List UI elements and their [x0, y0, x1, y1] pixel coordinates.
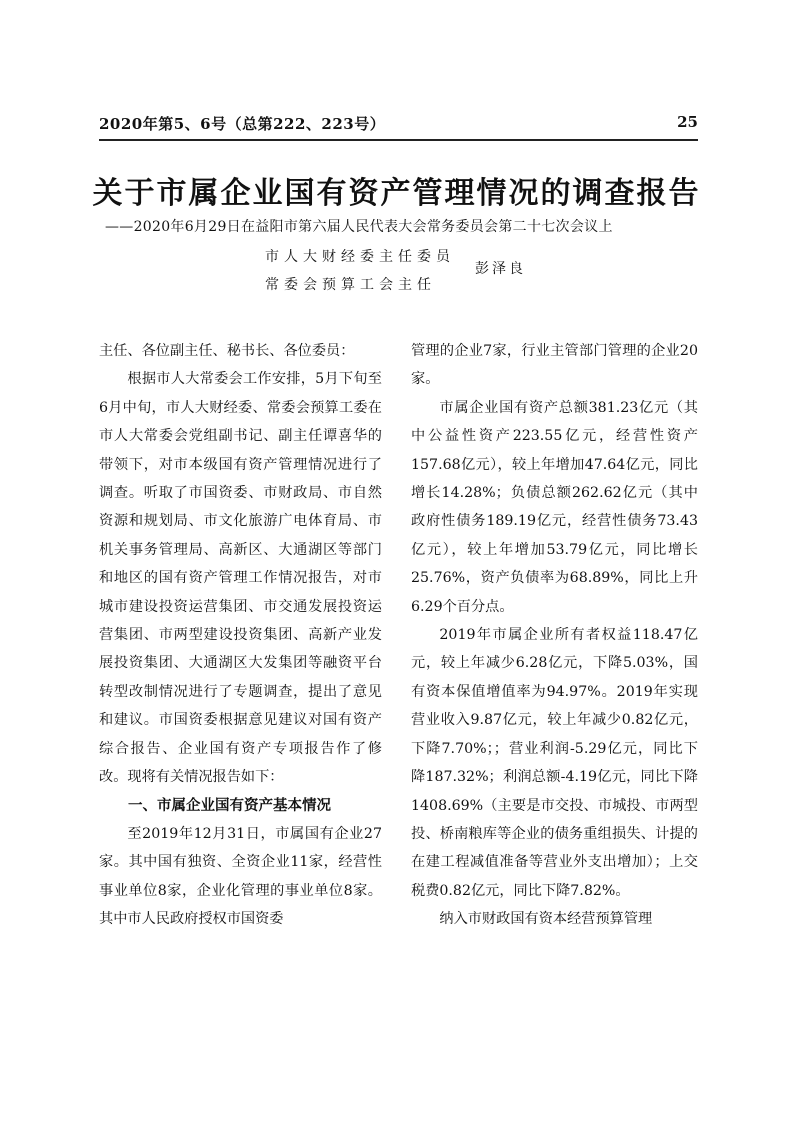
report-title: 关于市属企业国有资产管理情况的调查报告: [92, 176, 701, 211]
paragraph-budget: 纳入市财政国有资本经营预算管理: [439, 911, 653, 928]
paragraph-intro: 根据市人大常委会工作安排，5月下旬至6月中旬，市人大财经委、常委会预算工委在市人大常委会党组副书记、副主任谭喜华的带领下，对市本级国有资产管理情况进行了调查。听取了市国资委、市财政局、市自然资源和规划局、市文化旅游广电体育局、市机关事务管理局、高新区、大通湖区等部门和地区的国有资产管理工作情况报告，对市城市建设投资运营集团、市交通发展投资运营集团、市两型建设投资集团、高新产业发展投资集团、大通湖区大发集团等融资平台转型改制情况进行了专题调查，提出了意见和建议。市国资委根据意见建议对国有资产综合报告、企业国有资产专项报告作了修改。现将有关情况报告如下：: [99, 371, 382, 786]
paragraph-enterprises-cont: 管理的企业7家，行业主管部门管理的企业20家。: [411, 343, 698, 388]
left-column: [99, 337, 382, 934]
right-column: [411, 337, 698, 934]
page-header: [99, 113, 698, 137]
author-role-1: 市人大财经委主任委员: [265, 249, 455, 265]
report-subtitle: ——2020年6月29日在益阳市第六届人民代表大会常务委员会第二十七次会议上: [105, 219, 613, 235]
paragraph-enterprises: 至2019年12月31日，市属国有企业27家。其中国有独资、全资企业11家，经营性事业单位8家，企业化管理的事业单位8家。其中市人民政府授权市国资委: [99, 825, 382, 928]
author-role-2: 常委会预算工会主任: [265, 277, 436, 293]
author-name: 彭泽良: [475, 261, 526, 277]
paragraph-assets: 市属企业国有资产总额381.23亿元（其中公益性资产223.55亿元，经营性资产157.68亿元），较上年增加47.64亿元，同比增长14.28%；负债总额262.62亿元（其中政府性债务189.19亿元，经营性债务73.43亿元），较上年增加53.79亿元，同比增长25.76%，资产负债率为68.89%，同比上升6.29个百分点。: [411, 399, 698, 615]
author-byline: [265, 243, 526, 299]
salutation: 主任、各位副主任、秘书长、各位委员：: [99, 343, 355, 359]
issue-label: 2020年第5、6号（总第222、223号）: [99, 115, 386, 133]
paragraph-equity: 2019年市属企业所有者权益118.47亿元，较上年减少6.28亿元，下降5.03%，国有资本保值增值率为94.97%。2019年实现营业收入9.87亿元，较上年减少0.82亿元，下降7.70%；；营业利润-5.29亿元，同比下降187.32%；利润总额-4.19亿元，同比下降1408.69%（主要是市交投、市城投、市两型投、桥南粮库等企业的债务重组损失、计提的在建工程减值准备等营业外支出增加）；上交税费0.82亿元，同比下降7.82%。: [411, 627, 698, 899]
section-heading: 一、市属企业国有资产基本情况: [128, 796, 331, 814]
header-rule: [99, 139, 698, 141]
page-number: 25: [677, 113, 698, 131]
